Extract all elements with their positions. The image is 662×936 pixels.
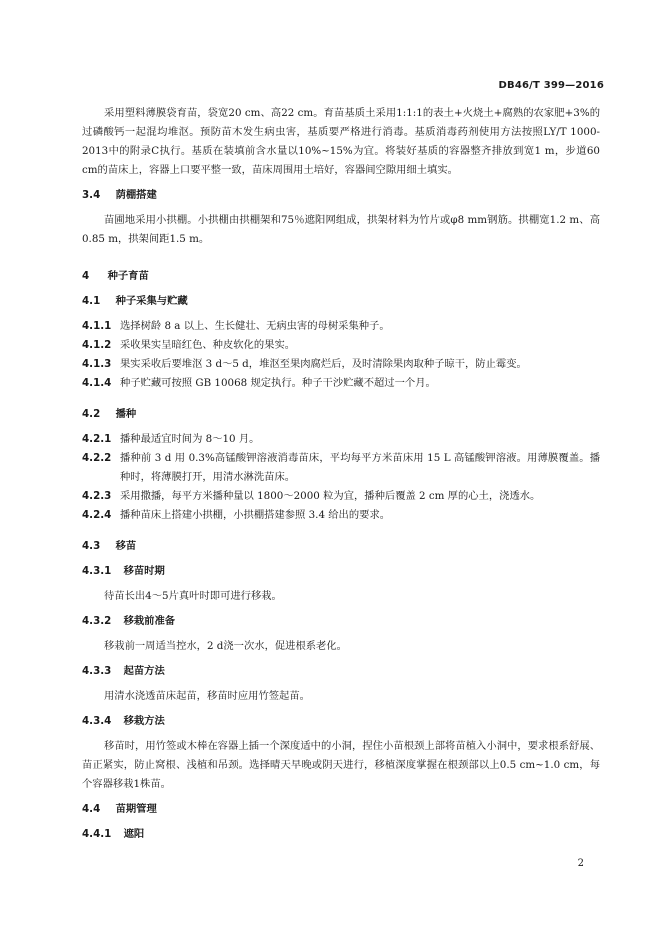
section-title: 移苗时期: [123, 565, 165, 577]
item-number: 4.1.4: [82, 377, 112, 389]
section-title: 种子采集与贮藏: [115, 295, 188, 307]
item-text: 选择树龄 8 a 以上、生长健壮、无病虫害的母树采集种子。: [120, 320, 390, 332]
section-title: 起苗方法: [123, 665, 165, 677]
section-4-2-items: [82, 430, 600, 525]
section-title: 遮阳: [123, 828, 145, 840]
page-number: 2: [577, 858, 584, 869]
section-number: 4.1: [82, 295, 101, 307]
section-4-1-heading: [82, 292, 600, 311]
item-number: 4.2.2: [82, 452, 112, 464]
section-3-4-text: 苗圃地采用小拱棚。小拱棚由拱棚架和75％遮阳网组成，拱架材料为竹片或φ8 mm钢筋。拱棚宽1.2 m、高0.85 m，拱架间距1.5 m。: [82, 214, 600, 245]
section-number: 3.4: [82, 189, 101, 201]
section-4-3-2-text: 移栽前一周适当控水，2 d浇一次水，促进根系老化。: [104, 640, 347, 652]
section-4-3-3-text: 用清水浇透苗床起苗，移苗时应用竹签起苗。: [104, 690, 310, 702]
list-item: [82, 487, 600, 506]
item-text: 采用撒播，每平方米播种量以 1800～2000 粒为宜，播种后覆盖 2 cm 厚的心土，浇透水。: [120, 490, 541, 502]
section-title: 移栽前准备: [123, 615, 176, 627]
item-text: 种子贮藏可按照 GB 10068 规定执行。种子干沙贮藏不超过一个月。: [120, 377, 436, 389]
item-text: 播种前 3 d 用 0.3%高锰酸钾溶液消毒苗床，平均每平方米苗床用 15 L 高锰酸钾溶液。用薄膜覆盖。播种时，将薄膜打开，用清水淋洗苗床。: [120, 452, 600, 483]
item-number: 4.1.2: [82, 339, 112, 351]
section-4-3-1-heading: [82, 562, 600, 581]
section-number: 4: [82, 270, 90, 282]
item-number: 4.2.1: [82, 433, 112, 445]
section-4-3-1-text: 待苗长出4～5片真叶时即可进行移栽。: [104, 590, 282, 602]
list-item: [82, 355, 600, 374]
section-4-3-2-heading: [82, 612, 600, 631]
item-text: 采收果实呈暗红色、种皮软化的果实。: [120, 339, 296, 351]
item-text: 播种苗床上搭建小拱棚，小拱棚搭建参照 3.4 给出的要求。: [120, 509, 391, 521]
section-4-4-heading: [82, 800, 600, 819]
section-title: 荫棚搭建: [115, 189, 157, 201]
section-title: 苗期管理: [115, 803, 157, 815]
list-item: [82, 317, 600, 336]
section-3-4-heading: [82, 186, 600, 205]
section-number: 4.2: [82, 408, 101, 420]
item-number: 4.1.1: [82, 320, 112, 332]
section-number: 4.3.2: [82, 615, 112, 627]
section-4-3-4-text: 移苗时，用竹签或木棒在容器上插一个深度适中的小洞，捏住小苗根颈上部将苗植入小洞中，要求根系舒展、苗正紧实，防止窝根、浅植和吊颈。选择晴天早晚或阴天进行，移植深度掌握在根颈部以上0.5 cm~1.0 cm，每个容器移栽1株苗。: [82, 740, 600, 790]
section-number: 4.3.4: [82, 715, 112, 727]
section-title: 种子育苗: [107, 270, 149, 282]
section-4-2-heading: [82, 405, 600, 424]
intro-paragraph: 采用塑料薄膜袋育苗，袋宽20 cm、高22 cm。育苗基质土采用1:1:1的表土+火烧土+腐熟的农家肥+3%的过磷酸钙一起混均堆沤。预防苗木发生病虫害，基质要严格进行消毒。基质消毒药剂使用方法按照LY/T 1000-2013中的附录C执行。基质在装填前含水量以10%~15%为宜。将装好基质的容器整齐排放到宽1 m，步道60 cm的苗床上，容器上口要平整一致，苗床周围用土培好，容器间空隙用细土填实。: [82, 107, 600, 176]
section-4-heading: [82, 267, 600, 286]
section-title: 移苗: [115, 540, 137, 552]
item-number: 4.2.3: [82, 490, 112, 502]
list-item: [82, 430, 600, 449]
document-body: [82, 104, 600, 850]
section-4-3-3-heading: [82, 662, 600, 681]
section-number: 4.4.1: [82, 828, 112, 840]
section-4-4-1-heading: [82, 825, 600, 844]
list-item: [82, 374, 600, 393]
item-text: 播种最适宜时间为 8～10 月。: [120, 433, 260, 445]
document-code: DB46/T 399—2016: [498, 80, 604, 91]
list-item: [82, 506, 600, 525]
section-4-3-4-heading: [82, 712, 600, 731]
section-number: 4.3: [82, 540, 101, 552]
section-4-3-heading: [82, 537, 600, 556]
item-number: 4.2.4: [82, 509, 112, 521]
section-4-1-items: [82, 317, 600, 393]
list-item: [82, 449, 600, 487]
section-title: 移栽方法: [123, 715, 165, 727]
item-text: 果实采收后要堆沤 3 d～5 d，堆沤至果肉腐烂后，及时清除果肉取种子晾干，防止霉变。: [120, 358, 527, 370]
section-title: 播种: [115, 408, 137, 420]
list-item: [82, 336, 600, 355]
section-number: 4.3.1: [82, 565, 112, 577]
section-number: 4.3.3: [82, 665, 112, 677]
item-number: 4.1.3: [82, 358, 112, 370]
section-number: 4.4: [82, 803, 101, 815]
